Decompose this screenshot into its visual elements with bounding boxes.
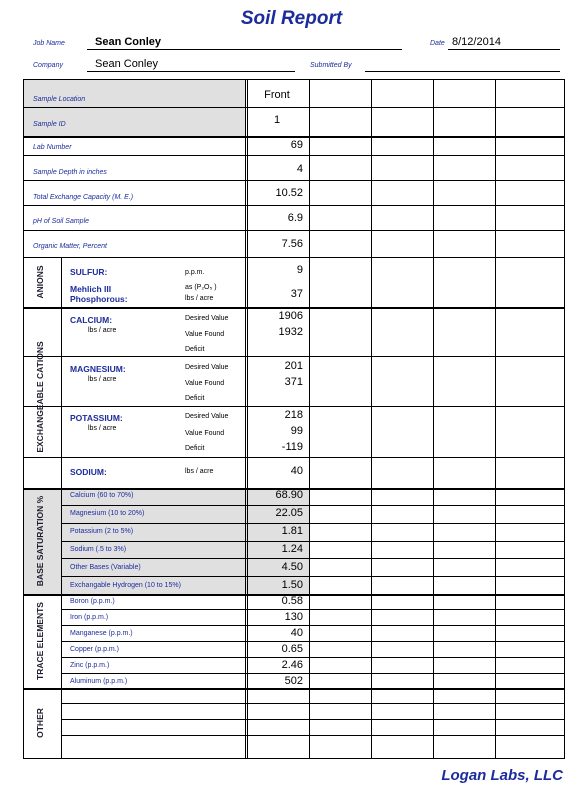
grid-line (23, 205, 565, 206)
grid-line (61, 609, 565, 610)
date-value: 8/12/2014 (452, 36, 501, 48)
company-line (87, 71, 295, 72)
bs-hydrogen-label: Exchangable Hydrogen (10 to 15%) (70, 582, 181, 589)
report-title: Soil Report (240, 8, 343, 29)
grid-line (61, 505, 565, 506)
calcium-deficit-label: Deficit (185, 346, 205, 353)
magnesium-desired-label: Desired Value (185, 364, 229, 371)
sulfur-value: 9 (296, 264, 303, 276)
sample-location-value: Front (264, 89, 290, 101)
company-value: Sean Conley (95, 58, 158, 70)
report-grid (23, 79, 565, 759)
magnesium-label: MAGNESIUM: (70, 364, 126, 374)
grid-line (23, 136, 565, 138)
grid-line (23, 180, 565, 181)
bs-potassium-label: Potassium (2 to 5%) (70, 528, 134, 535)
grid-line (61, 541, 565, 542)
magnesium-found-value: 371 (284, 376, 303, 388)
sulfur-unit: p.p.m. (185, 269, 205, 276)
iron-label: Iron (p.p.m.) (70, 614, 109, 621)
grid-line (61, 558, 565, 559)
job-name-label: Job Name (33, 40, 65, 47)
other-section-label: OTHER (35, 708, 45, 738)
potassium-unit: lbs / acre (88, 425, 117, 432)
submitted-by-label: Submitted By (310, 62, 352, 69)
sample-location-label: Sample Location (33, 96, 86, 103)
date-label: Date (430, 40, 445, 47)
grid-line (23, 107, 565, 108)
footer-company: Logan Labs, LLC (441, 767, 563, 784)
anions-section-label: ANIONS (35, 265, 45, 299)
phosphorous-label: Phosphorous: (70, 294, 128, 304)
grid-line (23, 230, 565, 231)
base-saturation-section-label: BASE SATURATION % (35, 495, 45, 587)
grid-line (23, 307, 565, 309)
phosphorous-unit-1: as (P₂O₅ ) (185, 284, 217, 291)
mehlich-label: Mehlich III (70, 284, 112, 294)
grid-line (23, 457, 565, 458)
bs-potassium-value: 1.81 (281, 525, 303, 537)
potassium-deficit-value: -119 (281, 441, 303, 453)
date-line (448, 49, 560, 50)
bs-other-label: Other Bases (Variable) (70, 564, 141, 571)
potassium-desired-label: Desired Value (185, 413, 229, 420)
organic-matter-value: 7.56 (281, 238, 303, 250)
copper-value: 0.65 (281, 643, 303, 655)
job-name-value: Sean Conley (95, 36, 162, 48)
trace-elements-section-label: TRACE ELEMENTS (35, 602, 45, 680)
manganese-label: Manganese (p.p.m.) (70, 630, 133, 637)
magnesium-unit: lbs / acre (88, 376, 117, 383)
magnesium-deficit-label: Deficit (185, 395, 205, 402)
bs-magnesium-value: 22.05 (275, 507, 303, 519)
sample-depth-label: Sample Depth in inches (33, 169, 107, 176)
grid-line (23, 356, 565, 357)
phosphorous-value: 37 (290, 288, 303, 300)
sulfur-label: SULFUR: (70, 267, 108, 277)
bs-calcium-value: 68.90 (275, 489, 303, 501)
grid-line (23, 155, 565, 156)
sodium-label: SODIUM: (70, 467, 107, 477)
grid-line (61, 703, 565, 704)
calcium-unit: lbs / acre (88, 327, 117, 334)
manganese-value: 40 (290, 627, 303, 639)
grid-line (61, 657, 565, 658)
grid-line (61, 673, 565, 674)
iron-value: 130 (284, 611, 303, 623)
grid-line (61, 523, 565, 524)
potassium-desired-value: 218 (284, 409, 303, 421)
magnesium-found-label: Value Found (185, 380, 225, 387)
grid-line (61, 641, 565, 642)
grid-line (23, 688, 565, 690)
organic-matter-label: Organic Matter, Percent (33, 243, 107, 250)
bs-other-value: 4.50 (281, 561, 303, 573)
tec-value: 10.52 (275, 187, 303, 199)
calcium-label: CALCIUM: (70, 315, 113, 325)
lab-number-value: 69 (290, 139, 303, 151)
section-label-divider (61, 257, 62, 759)
sample-id-value: 1 (273, 114, 281, 126)
grid-line (61, 576, 565, 577)
aluminum-value: 502 (284, 675, 303, 687)
boron-label: Boron (p.p.m.) (70, 598, 115, 605)
sodium-unit: lbs / acre (185, 468, 214, 475)
grid-line (61, 625, 565, 626)
bs-hydrogen-value: 1.50 (281, 579, 303, 591)
zinc-label: Zinc (p.p.m.) (70, 662, 110, 669)
potassium-found-label: Value Found (185, 430, 225, 437)
bs-sodium-label: Sodium (.5 to 3%) (70, 546, 127, 553)
aluminum-label: Aluminum (p.p.m.) (70, 678, 128, 685)
calcium-desired-label: Desired Value (185, 315, 229, 322)
zinc-value: 2.46 (281, 659, 303, 671)
bs-magnesium-label: Magnesium (10 to 20%) (70, 510, 145, 517)
ph-value: 6.9 (287, 212, 303, 224)
ph-label: pH of Soil Sample (33, 218, 90, 225)
grid-line (61, 719, 565, 720)
grid-line (23, 257, 565, 258)
phosphorous-unit-2: lbs / acre (185, 295, 214, 302)
bs-calcium-label: Calcium (60 to 70%) (70, 492, 134, 499)
bs-sodium-value: 1.24 (281, 543, 303, 555)
boron-value: 0.58 (281, 595, 303, 607)
calcium-found-value: 1932 (278, 326, 303, 338)
sample-depth-value: 4 (296, 163, 303, 175)
calcium-desired-value: 1906 (278, 310, 303, 322)
grid-line (23, 406, 565, 407)
sample-id-label: Sample ID (33, 121, 66, 128)
sodium-value: 40 (290, 465, 303, 477)
potassium-deficit-label: Deficit (185, 445, 205, 452)
potassium-found-value: 99 (290, 425, 303, 437)
submitted-by-line (365, 71, 560, 72)
grid-line (61, 735, 565, 736)
company-label: Company (33, 62, 63, 69)
cations-section-label: EXCHANGEABLE CATIONS (35, 341, 45, 453)
magnesium-desired-value: 201 (284, 360, 303, 372)
job-name-line (87, 49, 402, 50)
potassium-label: POTASSIUM: (70, 413, 123, 423)
calcium-found-label: Value Found (185, 331, 225, 338)
lab-number-label: Lab Number (33, 144, 72, 151)
copper-label: Copper (p.p.m.) (70, 646, 120, 653)
tec-label: Total Exchange Capacity (M. E.) (33, 194, 134, 201)
